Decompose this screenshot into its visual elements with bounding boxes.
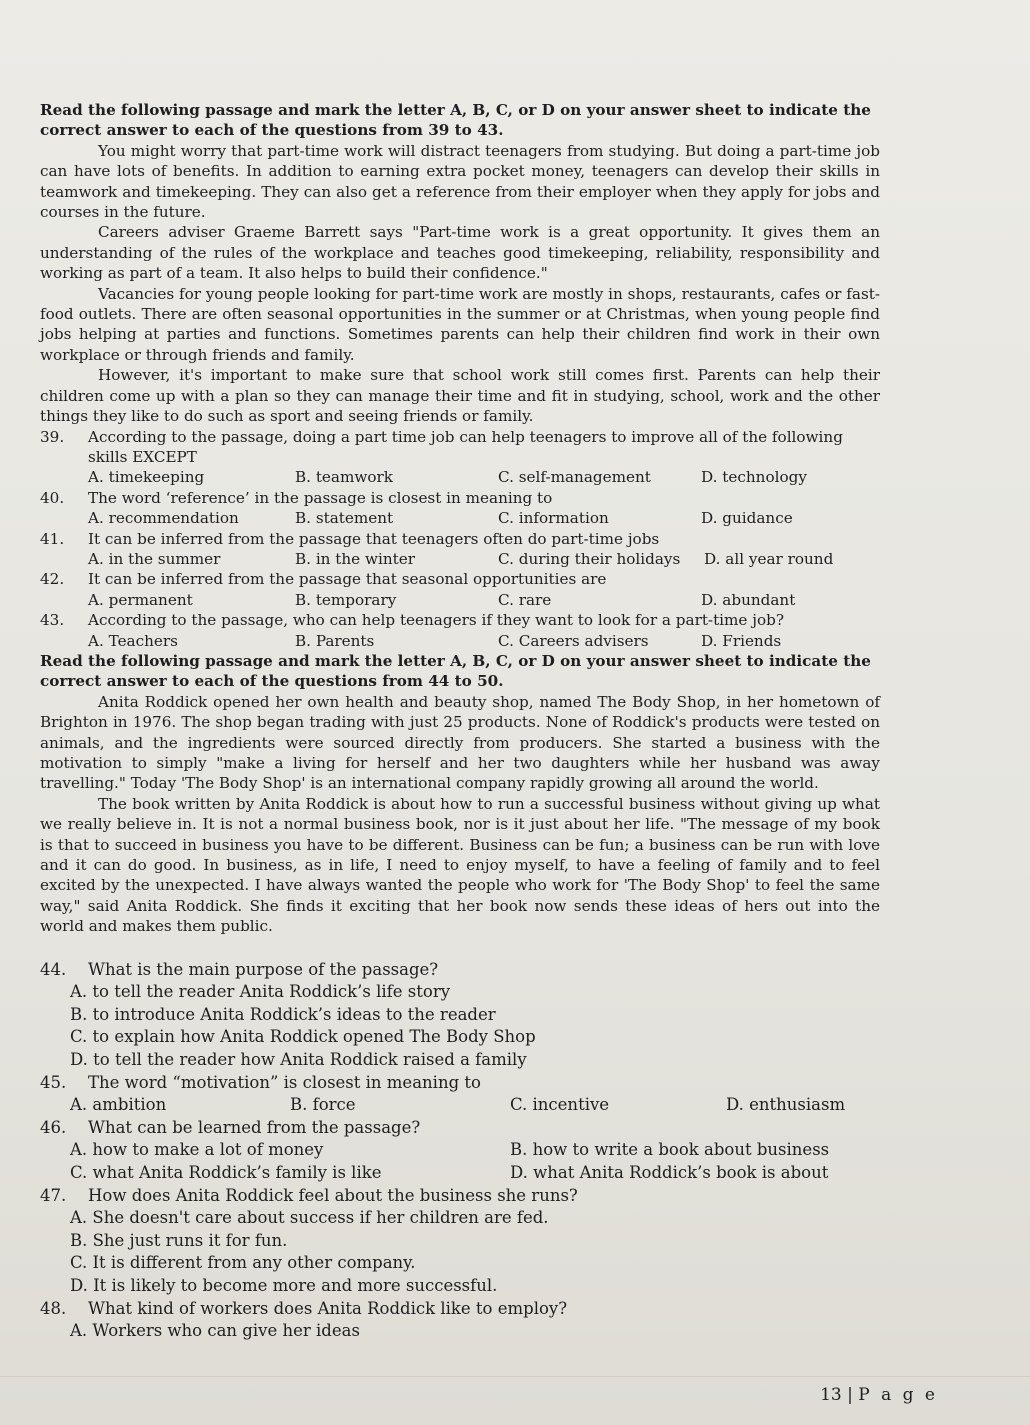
option-c[interactable]: C. self-management <box>498 468 651 487</box>
option-b[interactable]: B. teamwork <box>295 468 393 487</box>
question-text: The word “motivation” is closest in meaning to <box>88 1072 481 1092</box>
options-41 <box>40 549 880 569</box>
option-b[interactable]: B. force <box>290 1095 356 1115</box>
option-a[interactable]: A. to tell the reader Anita Roddick’s life story <box>70 982 451 1002</box>
passage1-paragraph-2: Careers adviser Graeme Barrett says "Part-time work is a great opportunity. It gives them an understanding of the rules of the workplace and teaches good timekeeping, reliability, responsibility and working as part of a team. It also helps to build their confidence." <box>40 223 880 283</box>
question-number: 47. <box>40 1185 67 1205</box>
option-c[interactable]: C. what Anita Roddick’s family is like <box>70 1163 382 1182</box>
footer-separator: | <box>847 1384 853 1405</box>
option-d[interactable]: D. what Anita Roddick’s book is about <box>510 1163 829 1182</box>
option-c[interactable]: C. rare <box>498 590 552 609</box>
option-c[interactable]: C. during their holidays <box>498 549 681 568</box>
option-c[interactable]: C. information <box>498 509 609 528</box>
options-46 <box>40 1139 880 1184</box>
question-text: It can be inferred from the passage that seasonal opportunities are <box>88 570 607 589</box>
option-d[interactable]: D. abundant <box>701 590 796 609</box>
question-44 <box>40 959 880 982</box>
option-a[interactable]: A. Teachers <box>88 631 178 650</box>
question-48 <box>40 1298 880 1321</box>
option-d[interactable]: D. It is likely to become more and more successful. <box>70 1275 498 1295</box>
question-number: 41. <box>40 529 65 548</box>
question-41 <box>40 529 880 549</box>
question-text: The word ‘reference’ in the passage is closest in meaning to <box>88 488 553 507</box>
option-d[interactable]: D. technology <box>701 468 807 487</box>
question-text: It can be inferred from the passage that teenagers often do part-time jobs <box>88 529 660 548</box>
question-text: What can be learned from the passage? <box>88 1117 421 1137</box>
option-a[interactable]: A. permanent <box>88 590 193 609</box>
question-text: How does Anita Roddick feel about the business she runs? <box>88 1185 578 1205</box>
question-46 <box>40 1117 880 1140</box>
option-a[interactable]: A. Workers who can give her ideas <box>70 1321 360 1341</box>
question-number: 44. <box>40 959 67 979</box>
option-c[interactable]: C. incentive <box>510 1095 610 1115</box>
question-number: 39. <box>40 427 65 446</box>
page-footer <box>820 1385 938 1405</box>
question-text: What kind of workers does Anita Roddick like to employ? <box>88 1298 568 1318</box>
option-a[interactable]: A. how to make a lot of money <box>70 1140 324 1160</box>
page-number: 13 <box>820 1384 842 1405</box>
option-a[interactable]: A. ambition <box>70 1095 167 1115</box>
option-b[interactable]: B. to introduce Anita Roddick’s ideas to the reader <box>70 1004 496 1024</box>
question-text: According to the passage, who can help teenagers if they want to look for a part-time job? <box>88 611 784 630</box>
question-45 <box>40 1072 880 1095</box>
question-text: What is the main purpose of the passage? <box>88 959 439 979</box>
option-c[interactable]: C. Careers advisers <box>498 631 649 650</box>
passage2-paragraph-1: Anita Roddick opened her own health and beauty shop, named The Body Shop, in her hometown of Brighton in 1976. The shop began trading with just 25 products. None of Roddick's products were tested on animals, and the ingredients were sourced directly from producers. She started a business with the motivation to simply "make a living for herself and her two daughters while her husband was away travelling." Today 'The Body Shop' is an international company rapidly growing all around the world. <box>40 692 880 793</box>
options-42 <box>40 590 880 610</box>
passage1-paragraph-3: Vacancies for young people looking for part-time work are mostly in shops, restaurants, cafes or fast-food outlets. There are often seasonal opportunities in the summer or at Christmas, when young people find jobs helping at parties and functions. Sometimes parents can help their children find work in their own workplace or through friends and family. <box>40 284 880 364</box>
question-42 <box>40 569 880 589</box>
part2-questions <box>40 959 880 1343</box>
option-b[interactable]: B. temporary <box>295 590 397 609</box>
question-number: 42. <box>40 570 65 589</box>
directions-part1: Read the following passage and mark the letter A, B, C, or D on your answer sheet to indicate the correct answer to each of the questions from 39 to 43. <box>40 101 871 140</box>
option-d[interactable]: D. enthusiasm <box>726 1095 846 1115</box>
options-45 <box>40 1094 880 1117</box>
option-d[interactable]: D. to tell the reader how Anita Roddick raised a family <box>70 1050 527 1070</box>
question-43 <box>40 610 880 630</box>
option-d[interactable]: D. Friends <box>701 631 782 650</box>
options-39 <box>40 467 880 487</box>
option-a[interactable]: A. She doesn't care about success if her children are fed. <box>70 1208 549 1228</box>
spacer <box>40 937 880 959</box>
option-b[interactable]: B. in the winter <box>295 549 415 568</box>
question-47 <box>40 1185 880 1208</box>
directions-part2: Read the following passage and mark the letter A, B, C, or D on your answer sheet to indicate the correct answer to each of the questions from 44 to 50. <box>40 651 871 691</box>
question-text: According to the passage, doing a part time job can help teenagers to improve all of the following skills EXCEPT <box>88 427 843 466</box>
option-d[interactable]: D. all year round <box>704 549 834 568</box>
option-b[interactable]: B. statement <box>295 509 394 528</box>
option-c[interactable]: C. It is different from any other company. <box>70 1253 416 1273</box>
option-c[interactable]: C. to explain how Anita Roddick opened The Body Shop <box>70 1027 536 1047</box>
question-number: 46. <box>40 1117 67 1137</box>
passage1-paragraph-1: You might worry that part-time work will distract teenagers from studying. But doing a part-time job can have lots of benefits. In addition to earning extra pocket money, teenagers can develop their skills in teamwork and timekeeping. They can also get a reference from their employer when they apply for jobs and courses in the future. <box>40 141 880 222</box>
question-number: 45. <box>40 1072 67 1092</box>
option-b[interactable]: B. Parents <box>295 631 375 650</box>
option-d[interactable]: D. guidance <box>701 509 793 528</box>
options-40 <box>40 508 880 528</box>
options-43 <box>40 631 880 651</box>
passage2-paragraph-2: The book written by Anita Roddick is about how to run a successful business without giving up what we really believe in. It is not a normal business book, nor is it just about her life. "The message of my book is that to succeed in business you have to be different. Business can be fun; a business can be run with love and it can do good. In business, as in life, I need to enjoy myself, to have a feeling of family and to feel excited by the unexpected. I have always wanted the people who work for 'The Body Shop' to feel the same way," said Anita Roddick. She finds it exciting that her book now sends these ideas of hers out into the world and makes them public. <box>40 794 880 936</box>
question-number: 43. <box>40 611 65 630</box>
question-number: 48. <box>40 1298 67 1318</box>
question-number: 40. <box>40 488 65 507</box>
option-b[interactable]: B. how to write a book about business <box>510 1140 830 1160</box>
option-a[interactable]: A. timekeeping <box>88 468 205 487</box>
footer-divider <box>0 1376 1030 1377</box>
page-label: P a g e <box>858 1384 938 1405</box>
passage1-paragraph-4: However, it's important to make sure that school work still comes first. Parents can help their children come up with a plan so they can manage their time and fit in studying, school, work and the other things they like to do such as sport and seeing friends or family. <box>40 366 880 426</box>
question-39 <box>40 427 880 468</box>
option-a[interactable]: A. recommendation <box>88 509 239 528</box>
option-a[interactable]: A. in the summer <box>88 549 221 568</box>
question-40 <box>40 488 880 508</box>
option-b[interactable]: B. She just runs it for fun. <box>70 1230 288 1250</box>
